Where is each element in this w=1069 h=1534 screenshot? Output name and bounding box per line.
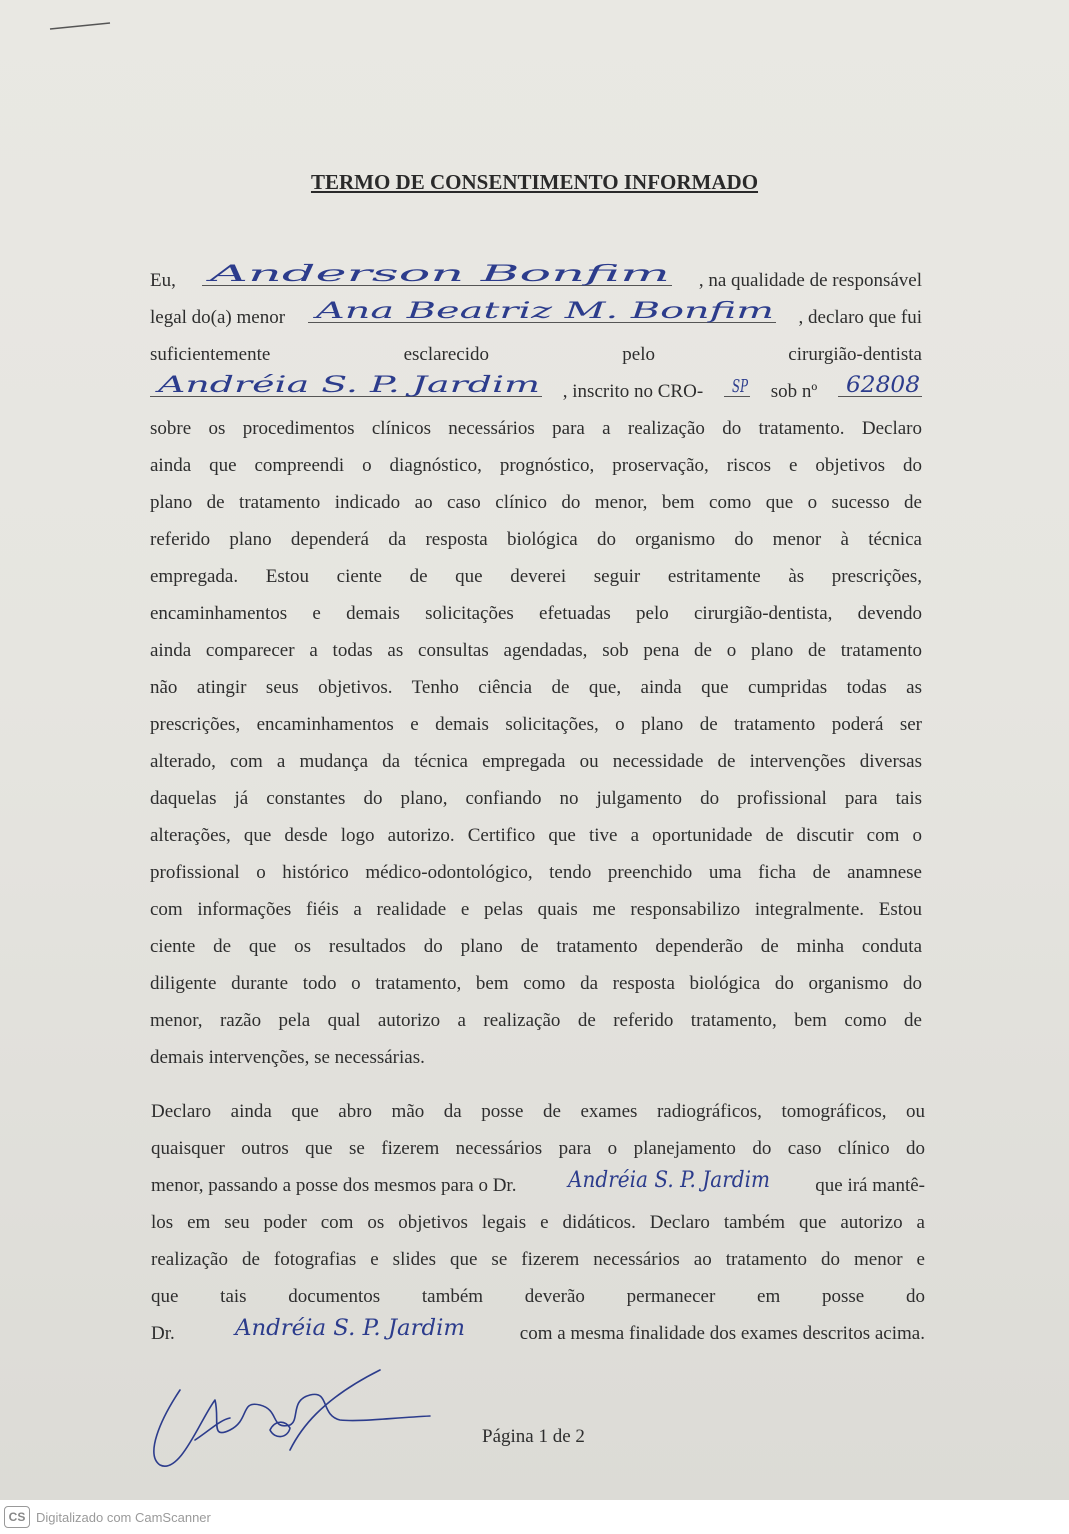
handwritten-text: Anderson Bonfim [205,262,671,287]
line-text: prescrições, encaminhamentos e demais solicitações, o plano de tratamento poderá ser [150,714,922,735]
text-line [150,1002,922,1039]
line-text: ainda comparecer a todas as consultas agendadas, sob pena de o plano de tratamento [150,640,922,661]
text-line [150,891,922,928]
scan-corner-mark [48,20,112,32]
line-text: diligente durante todo o tratamento, bem como da resposta biológica do organismo do [150,973,922,994]
line-segment: tais [220,1286,247,1307]
line-segment: pelo [622,344,656,365]
handwritten-text: Andréia S. P. Jardim [154,373,540,398]
handwritten-text: SP [731,376,749,397]
line-text: ciente de que os resultados do plano de tratamento dependerão de minha conduta [150,936,922,957]
text-line [151,1315,925,1352]
line-text: demais intervenções, se necessárias. [150,1047,425,1068]
line-segment: Eu, [150,270,176,291]
line-text: plano de tratamento indicado ao caso clínico do menor, bem como que o sucesso de [150,492,922,513]
blank-cro-field [724,374,750,397]
line-segment: suficientemente [150,344,271,365]
blank-minor-field [308,300,776,323]
text-line [151,1130,925,1167]
line-segment: em [757,1286,781,1307]
handwritten-text: Ana Beatriz M. Bonfim [312,299,774,324]
line-segment: , declaro que fui [798,307,922,328]
line-text: encaminhamentos e demais solicitações efetuadas pelo cirurgião-dentista, devendo [150,603,922,624]
text-line [150,484,922,521]
line-text: daquelas já constantes do plano, confiando no julgamento do profissional para tais [150,788,922,809]
text-line [150,928,922,965]
scanner-watermark-bar [0,1500,1069,1534]
camscanner-logo: CS [4,1506,30,1528]
line-segment: , inscrito no CRO- [562,381,704,402]
text-line [150,743,922,780]
text-line [151,1241,925,1278]
responsible-signature [140,1360,440,1480]
line-text: menor, razão pela qual autorizo a realização de referido tratamento, bem como de [150,1010,922,1031]
handwritten-text: 62808 [846,373,920,398]
line-text: los em seu poder com os objetivos legais e didáticos. Declaro também que autorizo a [151,1212,925,1233]
text-line [150,669,922,706]
line-segment: documentos [288,1286,381,1307]
handwritten-text: Andréia S. P. Jardim [566,1168,770,1193]
handwriting-blank-dentist [154,366,546,400]
text-line [150,373,922,410]
text-line [150,447,922,484]
line-segment: posse [821,1286,865,1307]
line-segment: que irá mantê- [815,1175,925,1196]
handwriting-blank-responsible [206,255,676,289]
text-line [151,1093,925,1130]
blank-responsible-field [202,263,672,286]
sig-dr2-field [227,1317,467,1339]
line-segment: Dr. [151,1323,175,1344]
camscanner-label: Digitalizado com CamScanner [36,1509,211,1525]
text-line [150,558,922,595]
text-line [150,706,922,743]
text-line [150,632,922,669]
line-text: alterado, com a mudança da técnica empregada ou necessidade de intervenções diversas [150,751,922,772]
line-segment: legal do(a) menor [150,307,286,328]
page-number: Página 1 de 2 [482,1426,585,1447]
line-segment: deverão [524,1286,585,1307]
line-segment: cirurgião-dentista [788,344,922,365]
text-line [150,299,922,336]
text-line [150,410,922,447]
line-segment: com a mesma finalidade dos exames descritos acima. [519,1323,925,1344]
handwritten-text: Andréia S. P. Jardim [233,1316,466,1341]
document-title: TERMO DE CONSENTIMENTO INFORMADO [310,170,759,194]
text-line [151,1167,925,1204]
sig-dr1-field [560,1169,772,1191]
line-segment: permanecer [626,1286,716,1307]
text-line [150,854,922,891]
text-line [150,965,922,1002]
line-text: ainda que compreendi o diagnóstico, prognóstico, proservação, riscos e objetivos do [150,455,922,476]
text-line [150,1039,922,1076]
line-text: profissional o histórico médico-odontológico, tendo preenchido uma ficha de anamnese [150,862,922,883]
line-segment: também [421,1286,484,1307]
line-segment: que [151,1286,179,1307]
text-line [150,780,922,817]
line-text: Declaro ainda que abro mão da posse de exames radiográficos, tomográficos, ou [151,1101,925,1122]
line-text: referido plano dependerá da resposta biológica do organismo do menor à técnica [150,529,922,550]
text-line [150,521,922,558]
line-segment: esclarecido [403,344,490,365]
line-text: com informações fiéis a realidade e pelas quais me responsabilizo integralmente. Estou [150,899,922,920]
text-line [150,595,922,632]
paragraph-exams [151,1093,925,1352]
line-segment: sob nº [770,381,818,402]
line-text: quaisquer outros que se fizerem necessários para o planejamento do caso clínico do [151,1138,925,1159]
handwriting-blank-minor [312,292,780,326]
line-text: realização de fotografias e slides que se fizerem necessários ao tratamento do menor e [151,1249,925,1270]
line-text: sobre os procedimentos clínicos necessários para a realização do tratamento. Declaro [150,418,922,439]
text-line [150,817,922,854]
handwriting-sig-dr2 [231,1309,471,1343]
handwriting-blank-cro [728,366,754,400]
paragraph-consent [150,262,922,1076]
line-text: não atingir seus objetivos. Tenho ciência de que, ainda que cumpridas todas as [150,677,922,698]
blank-number-field [838,374,922,397]
line-text: alterações, que desde logo autorizo. Certifico que tive a oportunidade de discutir com o [150,825,922,846]
line-text: empregada. Estou ciente de que deverei seguir estritamente às prescrições, [150,566,922,587]
line-segment: do [905,1286,925,1307]
line-segment: , na qualidade de responsável [698,270,922,291]
blank-dentist-field [150,374,542,397]
text-line [151,1204,925,1241]
line-segment: menor, passando a posse dos mesmos para o Dr. [151,1175,517,1196]
handwriting-sig-dr1 [564,1161,776,1195]
handwriting-blank-number [842,366,926,400]
